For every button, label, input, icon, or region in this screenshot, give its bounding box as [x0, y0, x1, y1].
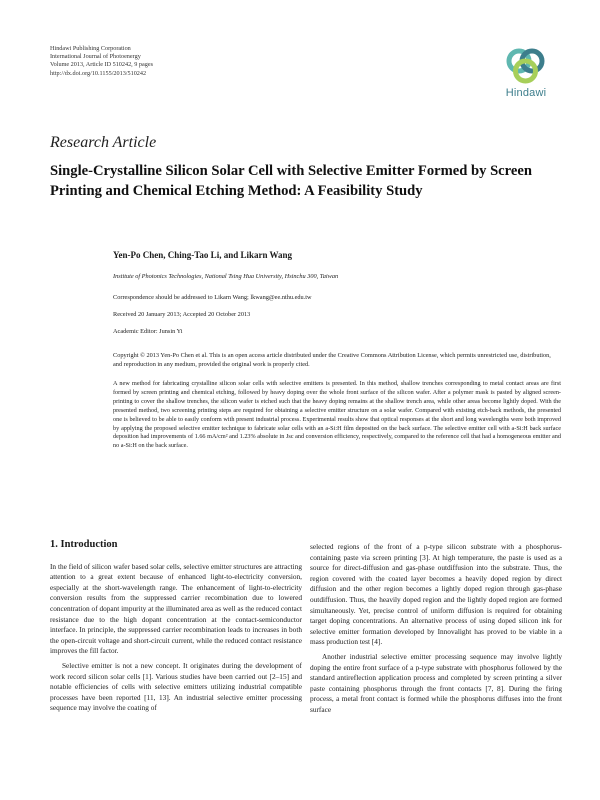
received-accepted-dates: Received 20 January 2013; Accepted 20 October 2013 [113, 311, 251, 318]
section-heading: 1. Introduction [50, 539, 118, 550]
journal-header [50, 45, 153, 78]
hindawi-logo-icon [503, 46, 549, 86]
hindawi-logo-text: Hindawi [505, 87, 547, 99]
correspondence: Correspondence should be addressed to Likarn Wang; lkwang@ee.nthu.edu.tw [113, 294, 312, 301]
doi-line[interactable]: http://dx.doi.org/10.1155/2013/510242 [50, 69, 147, 77]
paragraph: Another industrial selective emitter processing sequence may involve lightly doping the entire front surface of a p-type substrate with phosphorus followed by the standard antireflection application process and completed by screen printing a silver paste containing phosphorus through the front contacts [7, 8]. During the firing process, a metal front contact is formed while the phosphorus diffuses into the front surface [310, 651, 562, 714]
affiliation: Institute of Photonics Technologies, National Tsing Hua University, Hsinchu 300, Taiwan [113, 273, 339, 280]
volume-line: Volume 2013, Article ID 510242, 9 pages [50, 61, 153, 69]
left-column [50, 540, 302, 714]
hindawi-logo [496, 46, 556, 99]
right-column [310, 542, 562, 716]
paragraph: Selective emitter is not a new concept. It originates during the development of work record silicon solar cells [1]. Various studies have been carried out [2–15] and notable efficiencies of cells with selective emitters utilizing industrial compatible processes have been reported [11, 13]. An industrial selective emitter processing sequence may involve the coating of [50, 660, 302, 713]
academic-editor: Academic Editor: Junsin Yi [113, 328, 183, 335]
paragraph: selected regions of the front of a p-type silicon substrate with a phosphorus-containing paste via screen printing [3]. At high temperature, the paste is used as a source for direct-diffusion and gas-phase outdiffusion into the substrate. Thus, the region covered with the coated layer becomes a heavily doped region by direct diffusion and the other region becomes a lightly doped region through gas-phase outdiffusion. Thus, the heavily doped region and the lightly doped region are formed simultaneously. Yet, precise control of uniform diffusion is required for obtaining target doping concentrations. An alternative process of using doped silicon ink for selective emitter formation developed by Innovalight has proved to be viable in a mass production test [4]. [310, 542, 562, 647]
article-title: Single-Crystalline Silicon Solar Cell with Selective Emitter Formed by Screen Printing and Chemical Etching Method: A Feasibility Study [50, 163, 532, 199]
abstract: A new method for fabricating crystalline silicon solar cells with selective emitters is presented. In this method, shallow trenches corresponding to metal contact areas are first formed by screen printing and chemical etching, followed by heavy doping over the whole front surface of the silicon wafer. After a polymer mask is pasted by aligned screen-printing to cover the shallow trenches, the silicon wafer is etched such that the heavy doping remains at the shallow trench area, while other areas become lightly doped. With the presented method, two screening printing steps are required for obtaining a selective emitter structure on a solar wafer. Compared with existing etch-back methods, the presented one is believed to be able to easily conform with present industrial process. Experimental results show that optical responses at the short and long wavelengths were both improved by applying the proposed selective emitter technique to fabricate solar cells with an a-Si:H film deposited on the back surface. The selective emitter cell with a-Si:H back surface deposition had improvements of 1.66 mA/cm² and 1.23% absolute in Jsc and conversion efficiency, respectively, compared to the reference cell that had a homogeneous emitter and no a-Si:H on the back surface. [113, 380, 561, 450]
article-type: Research Article [50, 134, 157, 151]
journal-line: International Journal of Photoenergy [50, 53, 141, 61]
publisher-line: Hindawi Publishing Corporation [50, 45, 131, 52]
copyright-notice: Copyright © 2013 Yen-Po Chen et al. This is an open access article distributed under the Creative Commons Attribution License, which permits unrestricted use, distribution, and reproduction in any medium, provided the original work is properly cited. [113, 352, 551, 369]
author-list: Yen-Po Chen, Ching-Tao Li, and Likarn Wang [113, 250, 293, 260]
paragraph: In the field of silicon wafer based solar cells, selective emitter structures are attracting attention to a great extent because of enhanced light-to-electricity conversion, especially at the short-wavelength range. The enhancement of light-to-electricity conversion results from the suppressed carrier recombination due to lowered concentration of dopant impurity at the illuminated area as well as the reduced contact resistance due to the high dopant concentration at the contact-semiconductor interface. In principle, the suppressed carrier recombination leads to increases in both the open-circuit voltage and short-circuit current, while the reduced contact resistance improves the fill factor. [50, 561, 302, 656]
